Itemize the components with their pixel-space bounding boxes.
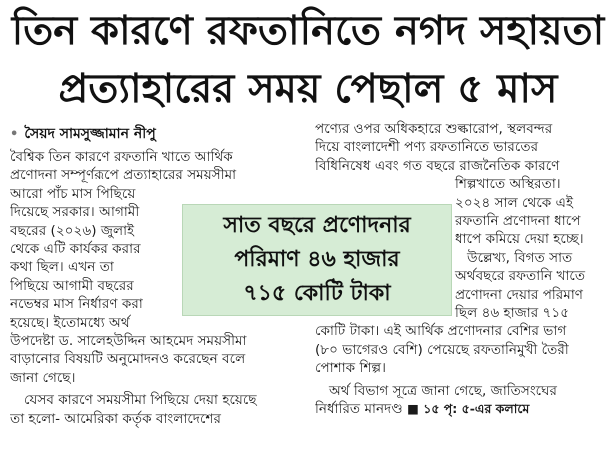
pull-quote-line: ৭১৫ কোটি টাকা [243,281,391,306]
author-name: সৈয়দ সামসুজ্জামান নীপু [24,126,156,142]
text-line: আরো পাঁচ মাস পিছিয়ে [10,185,136,202]
text-line: যেসব কারণে সময়সীমা পিছিয়ে দেয়া হয়েছে [24,392,257,409]
pull-quote-line: পরিমাণ ৪৬ হাজার [234,247,400,272]
right-paragraph-3 [315,382,607,419]
left-paragraph-2 [10,391,302,428]
text-line: শিল্পখাতে অস্থিরতা। [455,176,561,193]
text-fragment: নির্ধারিত মানদণ্ড [315,401,403,418]
text-line: হয়েছে। ইতোমধ্যে অর্থ [10,314,130,331]
text-line: বিধিনিষেধ এবং গত বছরে রাজনৈতিক কারণে [315,157,560,174]
text-line: কোটি টাকা। এই আর্থিক প্রণোদনার বেশির ভাগ [315,323,567,340]
headline-line-1: তিন কারণে রফতানিতে নগদ সহায়তা [11,8,605,54]
text-line: অর্থবছরে রফতানি খাতে [455,268,586,285]
text-line: কথা ছিল। এখন তা [10,259,114,276]
text-line: উল্লেখ্য, বিগত সাত [467,249,573,266]
bullet-icon: • [10,127,19,142]
byline [10,122,156,146]
text-line: উপদেষ্টা ড. সালেহউদ্দিন আহমেদ সময়সীমা [10,333,247,350]
text-line: ছিল ৪৬ হাজার ৭১৫ [455,305,570,322]
text-line: ২০২৪ সাল থেকে এই [455,194,574,211]
pull-quote-box [182,204,452,316]
text-line: পিছিয়ে আগামী বছরের [10,277,134,294]
text-line [315,400,607,418]
text-line: বাড়ানোর বিষয়টি অনুমোদনও করেছেন বলে [10,351,246,368]
text-line: থেকে এটি কার্যকর করার [10,241,141,258]
pull-quote-line: সাত বছরে প্রণোদনার [223,213,411,238]
headline-line-2: প্রত্যাহারের সময় পেছাল ৫ মাস [58,66,558,112]
continuation-link[interactable]: ■ ১৫ পৃ: ৫-এর কলামে [407,401,530,417]
text-line: পোশাক শিল্প। [315,360,386,377]
text-line: প্রণোদনা সম্পূর্ণরূপে প্রত্যাহারের সময়সীমা [10,167,237,184]
text-line: জানা গেছে। [10,369,76,386]
text-line: পণ্যের ওপর অধিকহারে শুল্কারোপ, স্থলবন্দর [315,121,553,137]
text-line: অর্থ বিভাগ সূত্রে জানা গেছে, জাতিসংঘের [329,382,558,399]
text-line: (৮০ ভাগেরও বেশি) পেয়েছে রফতানিমুখী তৈরী [315,341,569,358]
text-line: রফতানি প্রণোদনা ধাপে [455,213,581,230]
text-line: ধাপে কমিয়ে দেয়া হচ্ছে। [455,231,584,248]
text-line: দিয়ে বাংলাদেশী পণ্য রফতানিতে ভারতের [315,139,539,156]
text-line: প্রণোদনা দেয়ার পরিমাণ [455,286,583,303]
text-line: বছরের (২০২৬) জুলাই [10,222,135,239]
text-line: তা হলো- আমেরিকা কর্তৃক বাংলাদেশের [10,410,221,427]
text-line: বৈশ্বিক তিন কারণে রফতানি খাতে আর্থিক [10,149,233,165]
text-line: নভেম্বর মাস নির্ধারণ করা [10,296,143,313]
text-line: দিয়েছে সরকার। আগামী [10,204,140,221]
